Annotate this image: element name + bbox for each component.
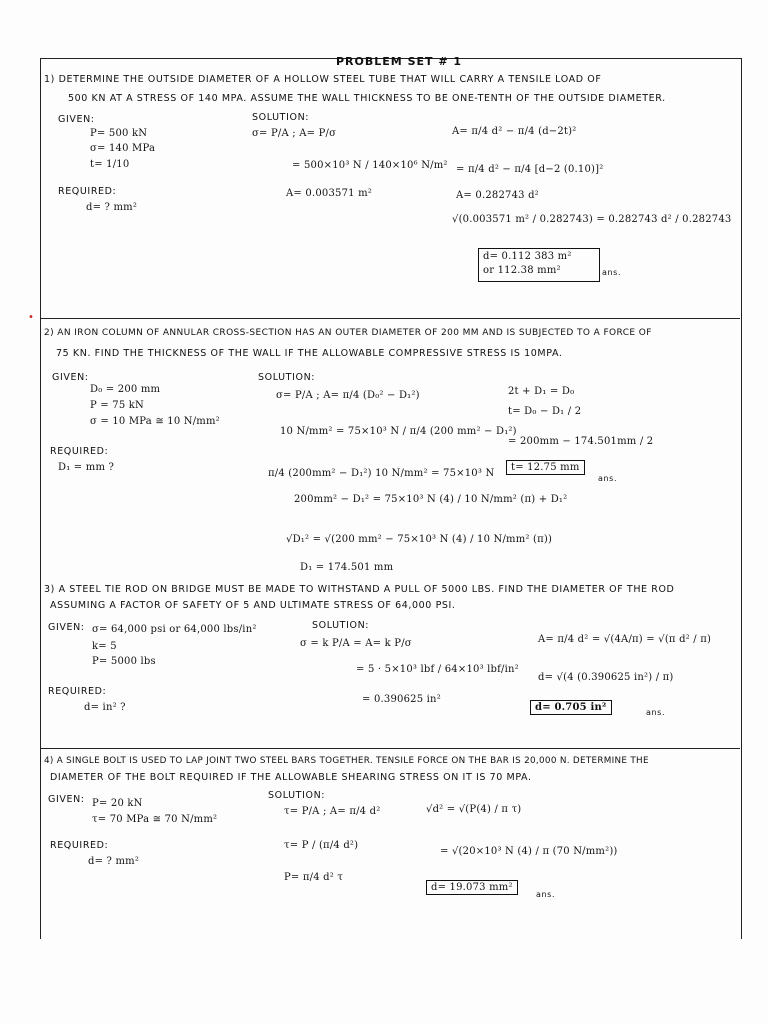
- problem-3-given-3: P= 5000 lbs: [92, 656, 156, 667]
- margin-mark: •: [28, 312, 34, 323]
- problem-1-statement-line-2: 500 KN AT A STRESS OF 140 MPA. ASSUME THE WALL THICKNESS TO BE ONE-TENTH OF THE OUTSIDE DIAMETER.: [68, 93, 666, 104]
- problem-3-work-2: d= √(4 (0.390625 in²) / π): [538, 672, 674, 683]
- problem-2-solution-2: 10 N/mm² = 75×10³ N / π/4 (200 mm² − D₁²): [280, 426, 517, 437]
- problem-1-solution-label: SOLUTION:: [252, 112, 310, 123]
- problem-4-work-2: = √(20×10³ N (4) / π (70 N/mm²)): [440, 846, 618, 857]
- problem-2-required-label: REQUIRED:: [50, 446, 109, 457]
- problem-4-required: d= ? mm²: [88, 856, 140, 867]
- problem-1-required-label: REQUIRED:: [58, 186, 117, 197]
- problem-2-work-3: = 200mm − 174.501mm / 2: [508, 436, 654, 447]
- problem-1-work-1: A= π/4 d² − π/4 (d−2t)²: [452, 126, 577, 137]
- problem-4-solution-label: SOLUTION:: [268, 790, 326, 801]
- problem-1-work-4: √(0.003571 m² / 0.282743) = 0.282743 d² / 0.282743: [452, 214, 732, 225]
- problem-4-statement-line-1: 4) A SINGLE BOLT IS USED TO LAP JOINT TWO STEEL BARS TOGETHER. TENSILE FORCE ON THE BAR IS 20,000 N. DETERMINE THE: [44, 756, 649, 766]
- problem-4-statement-line-2: DIAMETER OF THE BOLT REQUIRED IF THE ALLOWABLE SHEARING STRESS ON IT IS 70 MPA.: [50, 772, 532, 783]
- page-title: PROBLEM SET # 1: [336, 55, 463, 68]
- problem-2-statement-line-2: 75 KN. FIND THE THICKNESS OF THE WALL IF THE ALLOWABLE COMPRESSIVE STRESS IS 10MPA.: [56, 348, 563, 359]
- problem-3-solution-3: = 0.390625 in²: [362, 694, 441, 705]
- problem-2-required: D₁ = mm ?: [58, 462, 115, 473]
- problem-4-solution-1: τ= P/A ; A= π/4 d²: [284, 806, 381, 817]
- problem-3-ans-tag: ans.: [646, 708, 666, 717]
- problem-3-given-2: k= 5: [92, 641, 117, 652]
- divider-1: [40, 318, 740, 319]
- problem-3-statement-line-1: 3) A STEEL TIE ROD ON BRIDGE MUST BE MADE TO WITHSTAND A PULL OF 5000 LBS. FIND THE DIAMETER OF THE ROD: [44, 584, 675, 595]
- problem-4-answer-box: d= 19.073 mm²: [426, 880, 518, 895]
- problem-3-required: d= in² ?: [84, 702, 126, 713]
- problem-4-required-label: REQUIRED:: [50, 840, 109, 851]
- problem-1-answer-2: or 112.38 mm²: [483, 265, 561, 276]
- problem-1-work-3: A= 0.282743 d²: [456, 190, 539, 201]
- problem-2-given-label: GIVEN:: [52, 372, 89, 383]
- problem-4-given-2: τ= 70 MPa ≅ 70 N/mm²: [92, 814, 218, 825]
- problem-2-ans-tag: ans.: [598, 474, 618, 483]
- problem-2-solution-4: 200mm² − D₁² = 75×10³ N (4) / 10 N/mm² (π) + D₁²: [294, 494, 568, 505]
- problem-3-answer-box: d= 0.705 in²: [530, 700, 612, 715]
- problem-2-work-2: t= D₀ − D₁ / 2: [508, 406, 582, 417]
- problem-2-statement-line-1: 2) AN IRON COLUMN OF ANNULAR CROSS-SECTION HAS AN OUTER DIAMETER OF 200 MM AND IS SUBJECTED TO A FORCE OF: [44, 328, 652, 338]
- problem-1-given-2: σ= 140 MPa: [90, 143, 156, 154]
- problem-2-given-2: P = 75 kN: [90, 400, 144, 411]
- problem-3-given-label: GIVEN:: [48, 622, 85, 633]
- problem-1-given-1: P= 500 kN: [90, 128, 148, 139]
- problem-3-given-1: σ= 64,000 psi or 64,000 lbs/in²: [92, 624, 257, 635]
- problem-4-solution-3: P= π/4 d² τ: [284, 872, 344, 883]
- problem-1-given-label: GIVEN:: [58, 114, 95, 125]
- problem-4-solution-2: τ= P / (π/4 d²): [284, 840, 359, 851]
- problem-1-work-2: = π/4 d² − π/4 [d−2 (0.10)]²: [456, 164, 604, 175]
- problem-3-solution-1: σ = k P/A = A= k P/σ: [300, 638, 412, 649]
- problem-3-required-label: REQUIRED:: [48, 686, 107, 697]
- problem-4-given-1: P= 20 kN: [92, 798, 143, 809]
- problem-2-work-1: 2t + D₁ = D₀: [508, 386, 575, 397]
- problem-2-given-1: D₀ = 200 mm: [90, 384, 161, 395]
- problem-4-ans-tag: ans.: [536, 890, 556, 899]
- problem-1-required: d= ? mm²: [86, 202, 138, 213]
- problem-1-solution-2: = 500×10³ N / 140×10⁶ N/m²: [292, 160, 448, 171]
- problem-1-answer-1: d= 0.112 383 m²: [483, 251, 572, 262]
- problem-4-work-1: √d² = √(P(4) / π τ): [426, 804, 522, 815]
- problem-2-solution-6: D₁ = 174.501 mm: [300, 562, 394, 573]
- problem-2-solution-1: σ= P/A ; A= π/4 (D₀² − D₁²): [276, 390, 420, 401]
- problem-1-given-3: t= 1/10: [90, 159, 130, 170]
- problem-2-solution-label: SOLUTION:: [258, 372, 316, 383]
- problem-1-solution-3: A= 0.003571 m²: [286, 188, 372, 199]
- divider-2: [40, 748, 740, 749]
- problem-1-statement-line-1: 1) DETERMINE THE OUTSIDE DIAMETER OF A HOLLOW STEEL TUBE THAT WILL CARRY A TENSILE LOAD OF: [44, 74, 602, 85]
- problem-1-answer-box: [478, 248, 600, 282]
- problem-2-solution-5: √D₁² = √(200 mm² − 75×10³ N (4) / 10 N/mm² (π)): [286, 534, 553, 545]
- problem-1-ans-tag: ans.: [602, 268, 622, 277]
- problem-4-given-label: GIVEN:: [48, 794, 85, 805]
- problem-2-answer-box: t= 12.75 mm: [506, 460, 585, 475]
- problem-1-solution-1: σ= P/A ; A= P/σ: [252, 128, 337, 139]
- problem-3-solution-2: = 5 · 5×10³ lbf / 64×10³ lbf/in²: [356, 664, 519, 675]
- problem-2-solution-3: π/4 (200mm² − D₁²) 10 N/mm² = 75×10³ N: [268, 468, 495, 479]
- problem-3-solution-label: SOLUTION:: [312, 620, 370, 631]
- problem-3-work-1: A= π/4 d² = √(4A/π) = √(π d² / π): [538, 634, 712, 645]
- problem-3-statement-line-2: ASSUMING A FACTOR OF SAFETY OF 5 AND ULTIMATE STRESS OF 64,000 PSI.: [50, 600, 456, 611]
- problem-2-given-3: σ = 10 MPa ≅ 10 N/mm²: [90, 416, 220, 427]
